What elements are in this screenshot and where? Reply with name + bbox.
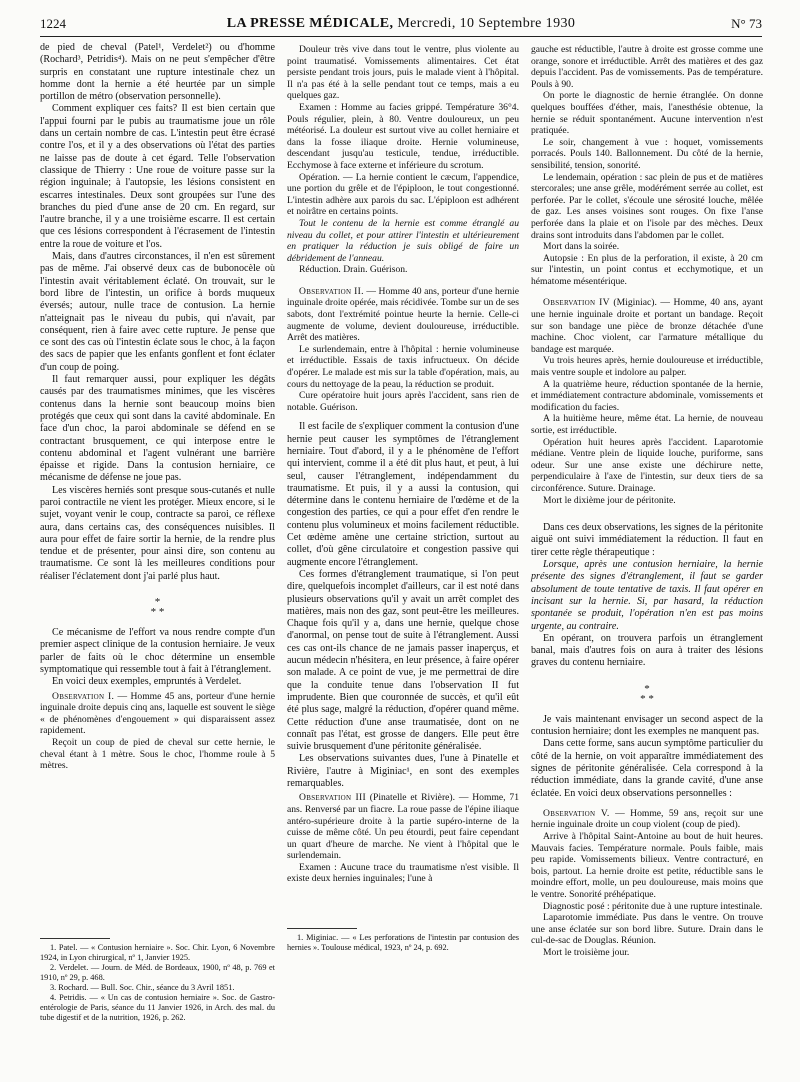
footnote-rule: [287, 928, 357, 929]
footnote: 4. Petridis. — « Un cas de contusion herniaire ». Soc. de Gastro-entérologie de Paris, séance du 11 Janvier 1926, in Arch. des mal. du tube digestif et de la nutrition, 1926, p. 262.: [40, 993, 275, 1022]
observation-3: [287, 792, 519, 885]
column-3: [531, 42, 763, 961]
paragraph: Les viscères herniés sont presque sous-cutanés et nulle paroi contractile ne vient les protéger. Mieux encore, si le sujet, voyant venir le coup, contracte sa paroi, ce réflexe aura, dans certains cas, des conséquences nuisibles. Il aura pour effet de faire sortir la hernie, de la rendre plus tendue et de présenter, pour ainsi dire, son contenu au traumatisme. Ce sont là les meilleures conditions pour réaliser l'éclatement dont j'ai parlé plus haut.: [40, 484, 275, 582]
observation-4: [531, 297, 763, 506]
paragraph: Je vais maintenant envisager un second aspect de la contusion herniaire; dont les exemples ne manquent pas.: [531, 713, 763, 738]
paragraph: Ce mécanisme de l'effort va nous rendre compte d'un premier aspect clinique de la contusion herniaire. Je veux parler de faits où le choc détermine un ensemble symptomatique qui ressemble tout à fait à l'étranglement.: [40, 627, 275, 675]
footnote: 1. Patel. — « Contusion herniaire ». Soc. Chir. Lyon, 6 Novembre 1924, in Lyon chirurgical, nº 1, Janvier 1925.: [40, 943, 275, 962]
observation-label: Observation II.: [299, 285, 364, 297]
paragraph: de pied de cheval (Patel¹, Verdelet²) ou d'homme (Rochard³, Petridis⁴). Mais on ne peut s'empêcher d'être surpris en constatant une rupture intestinale chez un homme dont la hernie a été heurtée par un simple portillon de métro (observation personnelle).: [40, 42, 275, 103]
observation-text: Mort dans la soirée.: [543, 241, 620, 253]
observation-text: Opération huit heures après l'accident. Laparotomie médiane. Ventre plein de liquide louche, puriforme, sans odeur. Sur une anse existe une déchirure nette, perpendiculaire à l'axe de l'intestin, sur deux tiers de sa circonférence. Suture. Drainage.: [531, 436, 763, 494]
observation-text: — Homme, 59 ans, reçoit sur une hernie inguinale droite un coup violent (coup de pied).: [531, 807, 763, 831]
journal-title-line: [40, 16, 762, 32]
observation-1: [40, 691, 275, 772]
observation-text: (Pinatelle et Rivière). — Homme, 71 ans. Renversé par un fiacre. La roue passe de l'épine iliaque antéro-supérieure droite à la partie supéro-interne de la cuisse de même côté. Un peu étourdi, peut faire cependant un quart d'heure de marche. Ne vient à l'hôpital que le surlendemain.: [287, 792, 519, 862]
section-asterism: * * *: [640, 682, 654, 705]
footnote-rule: [40, 938, 110, 939]
observation-label: Observation V.: [543, 807, 610, 819]
section-asterism: * * *: [150, 596, 165, 619]
observation-text: On porte le diagnostic de hernie étranglée. On donne quelques bouffées d'éther, mais, l'anesthésie obtenue, la hernie se réduit spontanément. Aucune intervention n'est pratiquée.: [531, 90, 763, 137]
observation-1-cont: [287, 44, 519, 276]
observation-text: Tout le contenu de la hernie est comme étranglé au niveau du collet, et pour attirer l'intestin et ultérieurement en pratiquer la réduction je suis obligé de faire un débridement de l'anneau.: [287, 217, 519, 264]
observation-text: Vu trois heures après, hernie douloureuse et irréductible, mais ventre souple et indolore au palper.: [531, 355, 763, 379]
observation-text: Cure opératoire huit jours après l'accident, sans rien de notable. Guérison.: [287, 390, 519, 413]
journal-title: LA PRESSE MÉDICALE,: [226, 16, 394, 31]
observation-text: Diagnostic posé : péritonite due à une rupture intestinale.: [543, 900, 763, 912]
observation-text: Laparotomie immédiate. Pus dans le ventre. On trouve une anse éclatée sur son bord libre. Suture. Drain dans le cul-de-sac de Douglas. Réunion.: [531, 912, 763, 947]
observation-text: Douleur très vive dans tout le ventre, plus violente au point traumatisé. Vomissements alimentaires. Cet état persiste pendant trois jours, puis le malade vient à l'hôpital. Il n'a pas été à la selle pendant tout ce temps, mais a eu quelques gaz.: [287, 44, 519, 102]
observation-text: A la quatrième heure, réduction spontanée de la hernie, et immédiatement contracture abdominale, vomissements et modification du facies.: [531, 378, 763, 413]
column-1: [40, 42, 275, 774]
footnotes-col1: [40, 928, 275, 1023]
observation-text: Examen : Aucune trace du traumatisme n'est visible. Il existe deux hernies inguinales; l'une à: [287, 861, 519, 885]
therapeutic-rule: Lorsque, après une contusion herniaire, la hernie présente des signes d'étranglement, il faut se garder absolument de toute tentative de taxis. Il faut opérer en incisant sur la hernie. Si, par hasard, la réduction spontanée se produit, l'opération n'en est pas moins urgente, au contraire.: [531, 559, 763, 632]
observation-text: — Homme 40 ans, porteur d'une hernie inguinale droite opérée, mais récidivée. Tombe sur un de ses sabots, dont l'extrémité pointue heurte la hernie. Celle-ci augmente de volume, devient douloureuse, irréductible. Arrêt des matières.: [287, 285, 519, 344]
observation-text: — Homme 45 ans, porteur d'une hernie inguinale droite depuis cinq ans, laquelle est souvent le siège « de phénomènes d'engouement » qui disparaissent assez rapidement.: [40, 690, 276, 737]
observation-text: Reçoit un coup de pied de cheval sur cette hernie, le cheval étant à 1 mètre. Sous le choc, l'homme roule à 5 mètres.: [40, 736, 275, 772]
observation-text: Réduction. Drain. Guérison.: [299, 264, 408, 276]
column-2: [287, 42, 519, 887]
paragraph: En voici deux exemples, empruntés à Verdelet.: [52, 676, 242, 688]
footnote: 1. Miginiac. — « Les perforations de l'intestin par contusion des hernies ». Toulouse médical, 1923, nº 24, p. 692.: [287, 933, 519, 952]
observation-text: Le lendemain, opération : sac plein de pus et de matières stercorales; une anse grêle, modérément serrée au collet, est perforée. Par le collet, s'écoule une sérosité louche, mêlée de gaz. Les anses voisines sont rouges. On fixe l'anse perforée dans la plaie et on l'isole par des mèches. Deux drains sont introduits dans l'abdomen par le collet.: [531, 171, 763, 241]
observation-text: gauche est réductible, l'autre à droite est grosse comme une orange, sonore et irréductible. Arrêt des matières et des gaz depuis l'accident. Pas de vomissements. Pas de température. Pouls à 90.: [531, 44, 763, 90]
footnote: 3. Rochard. — Bull. Soc. Chir., séance du 3 Avril 1851.: [50, 983, 235, 992]
observation-text: Le soir, changement à vue : hoquet, vomissements porracés. Pouls 140. Ballonnement. Du côté de la hernie, sensibilité, tension, sonorité.: [531, 136, 763, 171]
observation-text: Mort le dixième jour de péritonite.: [543, 494, 676, 506]
observation-text: A la huitième heure, même état. La hernie, de nouveau sortie, est irréductible.: [531, 413, 763, 436]
page-number: 1224: [40, 16, 66, 31]
observation-text: Examen : Homme au facies grippé. Température 36°4. Pouls régulier, plein, à 80. Ventre douloureux, un peu météorisé. La douleur est surtout vive au collet herniaire et dans la fosse iliaque droite. Hernie volumineuse, descendant jusqu'au testicule, tendue, irréductible. Ecchymose à face externe et inférieure du scrotum.: [287, 101, 519, 171]
paragraph: Comment expliquer ces faits? Il est bien certain que l'appui fourni par le pubis au traumatisme joue un rôle dans un certain nombre de cas. L'intestin peut être écrasé contre l'os, et il y a des observations où l'état des parties ne laisse pas de doute à cet égard. Telle l'observation classique de Thierry : Une roue de voiture passe sur la région inguinale; à l'autopsie, les lésions consistent en escarres intestinales. Deux sont groupées sur l'une des branches du pied d'une anse de 20 cm. En regard, sur l'autre branche, il y a une troisième escarre. Il est certain que ces lésions correspondent à l'écrasement de l'intestin entre la roue de voiture et l'os.: [40, 103, 275, 250]
observation-label: Observation IV: [543, 297, 610, 309]
paragraph: Les observations suivantes dues, l'une à Pinatelle et Rivière, l'autre à Miginiac¹, en sont des exemples remarquables.: [287, 753, 519, 790]
observation-text: (Miginiac). — Homme, 40 ans, ayant une hernie inguinale droite et portant un bandage. Reçoit sur son bandage une pièce de bronze détachée d'une machine. Choc violent, car l'armature métallique du bandage est marquée.: [531, 297, 763, 355]
footnote: 2. Verdelet. — Journ. de Méd. de Bordeaux, 1900, nº 48, p. 769 et 1910, nº 29, p. 468.: [40, 963, 275, 982]
observation-text: Le surlendemain, entre à l'hôpital : hernie volumineuse et irréductible. Essais de taxis infructueux. On décide d'opérer. Le malade est mis sur la table d'opération, mais, au cours du nettoyage de la peau, la réduction se produit.: [287, 343, 519, 390]
paragraph: Il est facile de s'expliquer comment la contusion d'une hernie peut causer les symptômes de l'étranglement herniaire. Tout d'abord, il y a le phénomène de l'effort qui intervient, comme il a été dit plus haut, et peut, à lui seul, causer l'étranglement, indépendamment du traumatisme. Et puis, il y a aussi la contusion, qui détermine dans le contenu herniaire de l'œdème et de la congestion des parties, ce qui a pour effet d'en rendre le contenu plus volumineux et moins facilement réductible. Cet œdème amène une certaine striction, surtout au collet, d'où gêne circulatoire et congestion passive qui augmente encore l'étranglement.: [287, 421, 519, 568]
paragraph: Dans cette forme, sans aucun symptôme particulier du côté de la hernie, on voit apparaître immédiatement des signes de péritonite généralisée. Cela correspond à la réduction immédiate, dans la grande cavité, d'une anse éclatée. En voici deux observations personnelles :: [531, 738, 763, 799]
observation-label: Observation I.: [52, 690, 115, 702]
observation-text: Opération. — La hernie contient le cæcum, l'appendice, une portion du grêle et de l'épiploon, le tout congestionné. L'intestin adhère aux parois du sac. L'épiploon est adhérent et noirâtre en certains points.: [287, 171, 519, 218]
footnotes-col2: [287, 918, 519, 953]
paragraph: Mais, dans d'autres circonstances, il n'en est sûrement pas de même. J'ai observé deux cas de bubonocèle où l'intestin avait véritablement éclaté. On trouvait, sur le bord libre de l'intestin, un orifice à bords muqueux éversés; autour, nulle trace de contusion. La hernie n'atteignait pas le niveau du pubis, qui n'avait, par conséquent, rien à faire avec cette rupture. Je pense que ce sont des cas où l'intestin éclate sous le choc, à la façon des sacs de papier que les enfants gonflent et font éclater d'un coup de poing.: [40, 251, 275, 373]
observation-text: Autopsie : En plus de la perforation, il existe, à 20 cm sur l'intestin, un point contus et ecchymotique, et un hématome mésentérique.: [531, 252, 763, 287]
observation-label: Observation III: [299, 792, 366, 804]
issue-date: Mercredi, 10 Septembre 1930: [397, 16, 576, 31]
paragraph: En opérant, on trouvera parfois un étranglement banal, mais d'autres fois on aura à traiter des lésions graves du contenu herniaire.: [531, 632, 763, 669]
observation-text: Arrive à l'hôpital Saint-Antoine au bout de huit heures. Mauvais facies. Température normale. Pouls faible, mais peu rapide. Vomissements bilieux. Ventre contracturé, en bois, partout. La hernie droite est petite, réductible sans le moindre effort, molle, un peu douloureuse, mais moins que le ventre. Sonorité préhépatique.: [531, 830, 763, 900]
observation-text: Mort le troisième jour.: [543, 946, 630, 958]
paragraph: Ces formes d'étranglement traumatique, si l'on peut dire, quelquefois incomplet d'ailleurs, car il est noté dans plusieurs observations qu'il y avait un arrêt complet des matières, mais non des gaz, sont peut-être les meilleures. Chaque fois qu'il y a, dans une hernie, quelque chose d'anormal, on pense tout de suite à l'étranglement. Aussi ces cas ont-ils chance de ne jamais passer inaperçus, et aucun médecin n'hésitera, en leur présence, à faire opérer son malade. A ce point de vue, je me permettrai de dire que la conduite tenue dans l'observation II fut imprudente. Bien que couronnée de succès, et qu'il eût été plus sage, malgré la réduction, d'opérer quand même. Cette réduction d'une anse traumatisée, dont on ne connaît pas l'état, est grosse de dangers. Elle peut être suivie brusquement d'une péritonite généralisée.: [287, 568, 519, 753]
observation-2: [287, 286, 519, 414]
running-header: [40, 14, 762, 37]
paragraph: Il faut remarquer aussi, pour expliquer les dégâts causés par des traumatismes minimes, que les viscères contenus dans la hernie sont beaucoup moins bien protégés que ceux qui sont dans la cavité abdominale. En face d'un choc, la paroi abdominale se défend en se contractant brusquement, ce qui interpose entre le contenu abdominal et l'agent vulnérant une barrière épaisse et rigide. Dans la contusion herniaire, ce mécanisme de défense ne joue pas.: [40, 374, 275, 484]
paragraph: Dans ces deux observations, les signes de la péritonite aiguë ont suivi immédiatement la réduction. Il faut en tirer cette règle thérapeutique :: [531, 522, 763, 558]
observation-5: [531, 808, 763, 959]
issue-number: N° 73: [731, 16, 762, 31]
observation-3-cont: [531, 44, 763, 287]
